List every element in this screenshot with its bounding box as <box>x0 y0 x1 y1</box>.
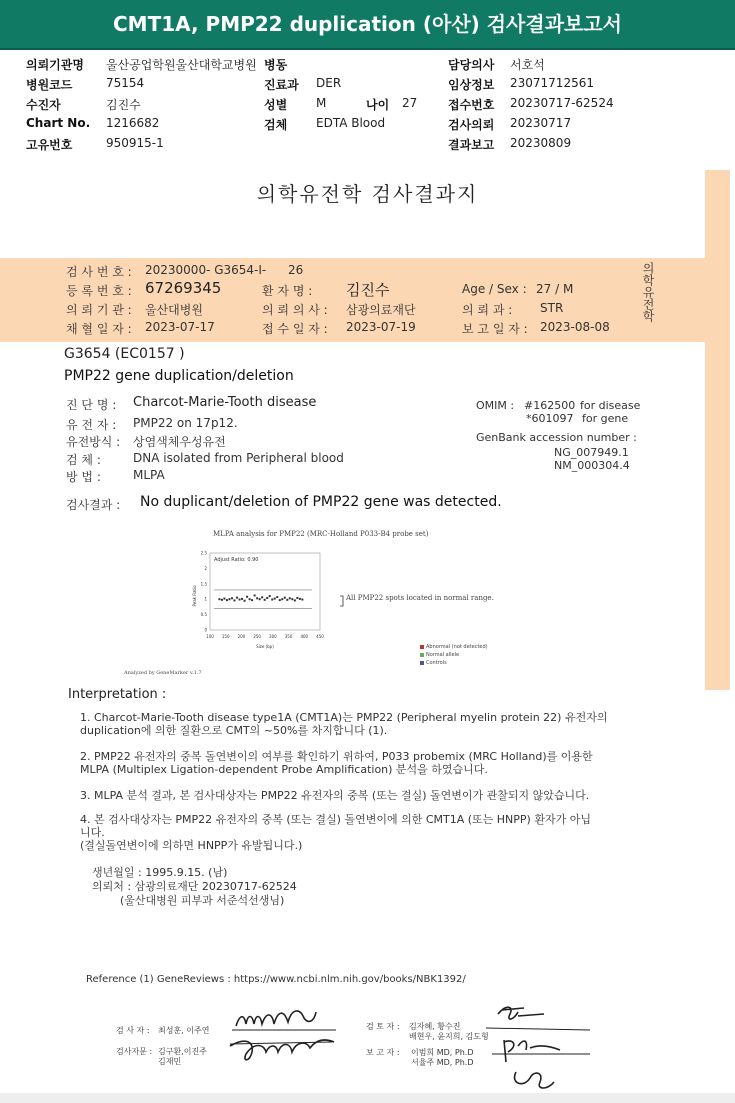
inst-label: 의 뢰 기 관 : <box>66 303 132 317</box>
note-dept: (울산대병원 피부과 서준석선생님) <box>120 894 285 907</box>
reporter-names-2: 서율주 MD, Ph.D <box>411 1058 474 1067</box>
omim-disease: #162500 <box>524 399 576 412</box>
ward-label: 병동 <box>264 58 288 72</box>
interp-p1-line2: duplication에 의한 질환으로 CMT의 ~50%를 차지합니다 (1). <box>80 724 388 737</box>
specimen-label: 검체 <box>264 118 288 132</box>
interp-p4 <box>80 813 640 852</box>
vertical-title: 의학유전학 <box>641 262 655 322</box>
data-point <box>299 598 301 600</box>
hospcode-value: 75154 <box>106 76 145 90</box>
range-bracket <box>340 596 343 606</box>
bracket-note: All PMP22 spots located in normal range. <box>346 594 494 602</box>
data-point <box>269 595 271 597</box>
advisor-names-2: 김재민 <box>158 1057 182 1066</box>
genbank-2: NM_000304.4 <box>554 459 630 472</box>
y-tick-label: 0.5 <box>200 612 207 618</box>
req-dept-value: STR <box>540 301 564 315</box>
legend-label-normal: Normal allele <box>426 652 460 658</box>
id-label: 고유번호 <box>26 138 73 152</box>
reference: Reference (1) GeneReviews : https://www.ncbi.nlm.nih.gov/books/NBK1392/ <box>86 974 466 985</box>
reporter-label: 보 고 자 : <box>366 1048 400 1057</box>
reception-value: 20230717-62524 <box>510 96 614 110</box>
data-point <box>226 599 228 601</box>
interp-p4-line3: (결실돌연변이에 의하면 HNPP가 유발됩니다.) <box>80 839 303 852</box>
interp-p2-line2: MLPA (Multiplex Ligation-dependent Probe Amplification) 분석을 하였습니다. <box>80 763 488 776</box>
spec-label: 검 체 : <box>66 453 101 467</box>
req-doc-label: 의 뢰 의 사 : <box>262 303 328 317</box>
data-point <box>284 597 286 599</box>
dept-value: DER <box>316 76 342 90</box>
interp-p2-line1: 2. PMP22 유전자의 중복 돌연변이의 여부를 확인하기 위하여, P033 probemix (MRC Holland)를 이용한 <box>80 750 593 763</box>
x-tick-label: 250 <box>253 634 261 639</box>
data-point <box>228 598 230 600</box>
data-point <box>271 599 273 601</box>
legend-swatch-controls <box>420 661 424 665</box>
page-title: CMT1A, PMP22 duplication (아산) 검사결과보고서 <box>113 12 622 36</box>
dept-label: 진료과 <box>264 78 299 92</box>
data-point <box>296 597 298 599</box>
interp-p3: 3. MLPA 분석 결과, 본 검사대상자는 PMP22 유전자의 중복 (또는 결실) 돌연변이가 관찰되지 않았습니다. <box>80 789 590 802</box>
request-label: 검사의뢰 <box>448 118 495 132</box>
header-info <box>0 52 735 152</box>
reception-label: 접수번호 <box>448 98 495 112</box>
reporter-names-1: 이범희 MD, Ph.D <box>411 1048 474 1057</box>
footer-bar <box>0 1093 735 1103</box>
data-point <box>291 598 293 600</box>
dx-label: 진 단 명 : <box>66 398 117 412</box>
data-point <box>223 598 225 600</box>
data-point <box>259 598 261 600</box>
legend-item-abnormal <box>420 643 488 651</box>
sex-label: 성별 <box>264 98 288 112</box>
data-point <box>256 597 258 599</box>
interp-heading: Interpretation : <box>68 687 167 702</box>
dx-value: Charcot-Marie-Tooth disease <box>133 395 317 410</box>
test-no-label: 검 사 번 호 : <box>66 265 132 279</box>
x-tick-label: 350 <box>284 634 293 639</box>
reviewer-names-2: 배현우, 윤지희, 김도형 <box>409 1032 489 1041</box>
gene-label: 유 전 자 : <box>66 418 117 432</box>
data-point <box>241 598 243 600</box>
test-code: G3654 (EC0157 ) <box>64 346 185 362</box>
reporter-signature <box>490 1032 600 1092</box>
id-value: 950915-1 <box>106 136 164 150</box>
hospcode-label: 병원코드 <box>26 78 73 92</box>
advisor-names-1: 김구환,이진주 <box>158 1047 207 1056</box>
data-point <box>239 599 241 601</box>
recv-value: 2023-07-19 <box>346 320 416 334</box>
y-tick-label: 1.5 <box>200 581 207 587</box>
y-tick-label: 0 <box>204 627 207 633</box>
legend-swatch-abnormal <box>420 645 424 649</box>
data-point <box>234 599 236 601</box>
doctor-value: 서호석 <box>510 58 545 72</box>
omim-disease-note: for disease <box>580 399 641 412</box>
age-value: 27 <box>402 96 418 110</box>
x-tick-label: 450 <box>316 634 324 639</box>
data-point <box>244 600 246 602</box>
tester-label: 검 사 자 : <box>116 1026 150 1035</box>
y-tick-label: 1 <box>204 596 207 602</box>
y-tick-label: 2.5 <box>200 550 207 556</box>
x-tick-label: 200 <box>237 634 246 639</box>
rep-value: 2023-08-08 <box>540 320 610 334</box>
clinical-value: 23071712561 <box>510 76 594 90</box>
plot-frame <box>210 553 320 630</box>
spec-value: DNA isolated from Peripheral blood <box>133 451 344 465</box>
x-tick-label: 300 <box>269 634 277 639</box>
inst-value: 울산대병원 <box>145 303 203 317</box>
note-birth: 생년월일 : 1995.9.15. (남) <box>92 866 228 879</box>
reg-no-value: 67269345 <box>145 279 222 297</box>
genbank-label: GenBank accession number : <box>476 431 637 444</box>
tester-names: 최성훈, 이주연 <box>158 1026 210 1035</box>
test-no-value: 20230000- G3654-I- <box>145 263 267 277</box>
hospital-label: 의뢰기관명 <box>26 58 84 72</box>
data-point <box>218 598 220 600</box>
rep-label: 보 고 일 자 : <box>462 322 528 336</box>
chart-title: MLPA analysis for PMP22 (MRC-Holland P033-B4 probe set) <box>213 530 429 538</box>
sex-value: M <box>316 96 327 110</box>
omim-gene: *601097 <box>526 412 574 425</box>
advisor-signature <box>224 1030 344 1066</box>
data-point <box>249 598 251 600</box>
specimen-value: EDTA Blood <box>316 116 386 130</box>
patient-label: 수진자 <box>26 98 61 112</box>
chart-label: Chart No. <box>26 116 91 130</box>
data-point <box>279 599 281 601</box>
inherit-label: 유전방식 : <box>66 435 121 449</box>
report-label: 결과보고 <box>448 138 495 152</box>
recv-label: 접 수 일 자 : <box>262 322 328 336</box>
analyzed-by: Analyzed by GeneMarker v.1.7 <box>124 670 202 676</box>
req-doc-value: 삼광의료재단 <box>346 303 416 317</box>
x-tick-label: 150 <box>221 634 230 639</box>
data-point <box>289 597 291 599</box>
data-point <box>221 599 223 601</box>
data-point <box>281 598 283 600</box>
agesex-value: 27 / M <box>536 282 574 296</box>
legend-label-controls: Controls <box>426 660 447 666</box>
chart-value: 1216682 <box>106 116 160 130</box>
legend-item-normal <box>420 651 488 659</box>
data-point <box>301 599 303 601</box>
draw-value: 2023-07-17 <box>145 320 215 334</box>
report-value: 20230809 <box>510 136 572 150</box>
interp-p4-line2: 니다. <box>80 826 105 839</box>
patient-value: 김진수 <box>106 98 141 112</box>
agesex-label: Age / Sex : <box>462 282 527 296</box>
result-value: No duplicant/deletion of PMP22 gene was detected. <box>140 494 502 510</box>
method-value: MLPA <box>133 468 165 482</box>
data-point <box>264 599 266 601</box>
adjust-ratio: Adjust Ratio: 0.90 <box>214 557 259 563</box>
omim-label: OMIM : <box>476 399 515 412</box>
data-point <box>274 598 276 600</box>
y-axis-label: Peak Ratio <box>192 585 197 607</box>
request-value: 20230717 <box>510 116 572 130</box>
interp-p1 <box>80 711 640 737</box>
data-point <box>286 599 288 601</box>
legend-swatch-normal <box>420 653 424 657</box>
x-tick-label: 100 <box>206 634 214 639</box>
legend-item-controls <box>420 659 488 667</box>
method-label: 방 법 : <box>66 470 101 484</box>
test-no-extra: 26 <box>288 263 304 277</box>
genbank-1: NG_007949.1 <box>554 446 629 459</box>
req-dept-label: 의 뢰 과 : <box>462 303 513 317</box>
data-point <box>261 596 263 598</box>
interp-p1-line1: 1. Charcot-Marie-Tooth disease type1A (CMT1A)는 PMP22 (Peripheral myelin protein 22) 유전자의 <box>80 711 608 724</box>
data-point <box>294 599 296 601</box>
title-bar <box>0 0 735 50</box>
test-name: PMP22 gene duplication/deletion <box>64 368 294 384</box>
reviewer-names-1: 김자혜, 황수진 <box>409 1022 461 1031</box>
data-point <box>254 595 256 597</box>
interp-p4-line1: 4. 본 검사대상자는 PMP22 유전자의 중복 (또는 결실) 돌연변이에 의한 CMT1A (또는 HNPP) 환자가 아닙 <box>80 813 591 826</box>
right-margin-strip <box>705 170 730 690</box>
legend-label-abnormal: Abnormal (not detected) <box>426 644 488 650</box>
doctor-label: 담당의사 <box>448 58 495 72</box>
hospital-value: 울산공업학원울산대학교병원 <box>106 58 257 72</box>
inherit-value: 상염색체우성유전 <box>133 435 226 449</box>
data-point <box>246 596 248 598</box>
draw-label: 채 혈 일 자 : <box>66 322 132 336</box>
reg-no-label: 등 록 번 호 : <box>66 284 132 298</box>
name-value: 김진수 <box>346 281 390 299</box>
data-point <box>276 596 278 598</box>
reviewer-signature <box>484 1000 594 1034</box>
data-point <box>251 599 253 601</box>
chart-legend <box>420 643 488 667</box>
age-label: 나이 <box>366 98 390 112</box>
data-point <box>236 597 238 599</box>
report-title: 의학유전학 검사결과지 <box>256 182 479 206</box>
result-label: 검사결과 : <box>66 498 121 512</box>
x-tick-label: 400 <box>300 634 309 639</box>
note-requester: 의뢰처 : 삼광의료재단 20230717-62524 <box>92 880 297 893</box>
reviewer-label: 검 토 자 : <box>366 1022 400 1031</box>
interp-p2 <box>80 750 640 776</box>
name-label: 환 자 명 : <box>262 284 313 298</box>
omim-gene-note: for gene <box>582 412 629 425</box>
data-point <box>231 597 233 599</box>
x-axis-label: Size (bp) <box>256 644 274 649</box>
advisor-label: 검사자문 : <box>116 1047 153 1056</box>
gene-value: PMP22 on 17p12. <box>133 416 238 430</box>
data-point <box>266 597 268 599</box>
clinical-label: 임상정보 <box>448 78 495 92</box>
y-tick-label: 2 <box>204 565 207 571</box>
